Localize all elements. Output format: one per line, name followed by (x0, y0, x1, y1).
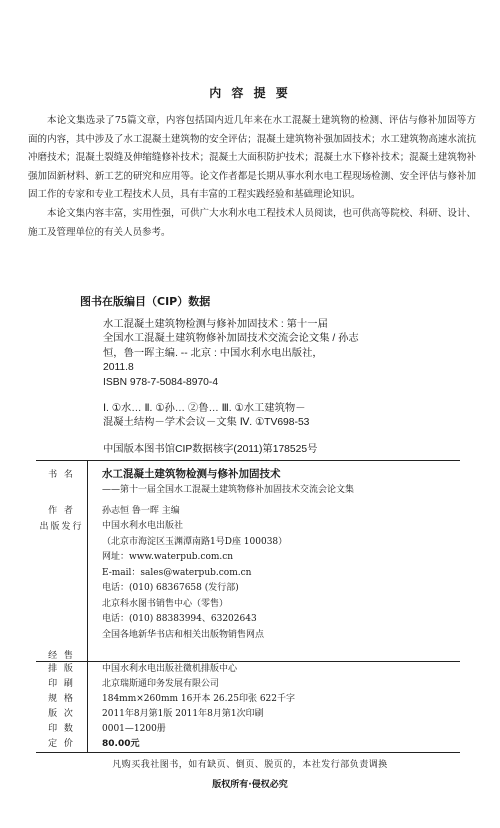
author-label: 作 者 (36, 501, 88, 519)
cip-class-line: Ⅰ. ①水… Ⅱ. ①孙… ②鲁… Ⅲ. ①水工建筑物－ (103, 403, 306, 415)
cip-isbn: ISBN 978-7-5084-8970-4 (103, 376, 219, 388)
edition-row (36, 707, 460, 722)
book-title-sub: ——第十一届全国水工混凝土建筑物修补加固技术交流会论文集 (102, 485, 355, 495)
cip-class-line: 混凝土结构－学术会议－文集 Ⅳ. ①TV698-53 (103, 417, 310, 429)
print-run-label: 印 数 (36, 722, 88, 737)
price-row (36, 737, 460, 752)
publisher-line: 电话：(010) 68367658 (发行部) (102, 583, 239, 593)
publisher-value (88, 519, 460, 597)
book-title-main: 水工混凝土建筑物检测与修补加固技术 (102, 468, 281, 480)
cip-line: 恒，鲁一晖主编. -- 北京 : 中国水利水电出版社， (103, 347, 323, 359)
cip-gap (103, 390, 403, 402)
distributor-line: 电话：(010) 88383994、63202643 (102, 614, 257, 624)
publisher-line: （北京市海淀区玉渊潭南路1号D座 100038） (102, 536, 288, 547)
cip-line: 水工混凝土建筑物检测与修补加固技术 : 第十一届 (103, 319, 328, 330)
format-value: 184mm×260mm 16开本 26.25印张 622千字 (102, 693, 296, 704)
book-title-label: 书 名 (36, 461, 88, 501)
book-title-row (36, 461, 460, 501)
copyright-notice: 版权所有·侵权必究 (212, 780, 288, 790)
typesetting-value: 中国水利水电出版社微机排版中心 (102, 663, 238, 674)
printing-row (36, 677, 460, 692)
distributor-label: 经 售 (36, 597, 88, 661)
distributor-line: 北京科水图书销售中心（零售） (102, 598, 229, 609)
print-run-value: 0001—1200册 (102, 723, 166, 734)
cip-line: 全国水工混凝土建筑物修补加固技术交流会论文集 / 孙志 (103, 333, 359, 345)
cip-number: 中国版本图书馆CIP数据核字(2011)第178525号 (103, 444, 318, 455)
summary-body (28, 112, 476, 242)
print-run-row (36, 722, 460, 737)
publisher-row (36, 519, 460, 597)
summary-paragraph-2: 本论文集内容丰富，实用性强，可供广大水利水电工程技术人员阅读，也可供高等院校、科研、设计、施工及管理单位的有关人员参考。 (28, 207, 476, 238)
edition-value: 2011年8月第1版 2011年8月第1次印刷 (102, 708, 264, 719)
edition-label: 版 次 (36, 707, 88, 722)
format-label: 规 格 (36, 692, 88, 707)
summary-paragraph-1: 本论文集选录了75篇文章，内容包括国内近几年来在水工混凝土建筑物的检测、评估与修补加固等方面的内容，其中涉及了水工混凝土建筑物的安全评估；混凝土建筑物补强加固技术；水工建筑物高速水流抗冲磨技术；混凝土裂缝及伸缩缝修补技术；混凝土大面积防护技术；混凝土水下修补技术；混凝土建筑物补强加固新材料、新工艺的研究和应用等。论文作者都是长期从事水利水电工程现场检测、安全评估与修补加固工作的专家和专业工程技术人员，具有丰富的工程实践经验和基础理论知识。 (28, 115, 476, 201)
price-value: 80.00元 (102, 738, 140, 749)
distributor-row (36, 597, 460, 661)
publisher-line: 中国水利水电出版社 (102, 521, 184, 531)
typesetting-label: 排 版 (36, 662, 88, 677)
author-value: 孙志恒 鲁一晖 主编 (102, 506, 180, 516)
summary-title: 内 容 提 要 (209, 86, 291, 100)
cip-heading: 图书在版编目（CIP）数据 (80, 295, 211, 308)
cip-record (103, 318, 403, 431)
publisher-line: 网址：www.waterpub.com.cn (102, 552, 234, 562)
publication-info-table (36, 460, 460, 753)
exchange-notice: 凡购买我社图书，如有缺页、倒页、脱页的，本社发行部负责调换 (112, 760, 388, 770)
format-row (36, 692, 460, 707)
distributor-line: 全国各地新华书店和相关出版物销售网点 (102, 629, 265, 640)
typesetting-row (36, 662, 460, 677)
price-label: 定 价 (36, 737, 88, 752)
publisher-label: 出版发行 (36, 519, 88, 597)
publisher-line: E-mail：sales@waterpub.com.cn (102, 567, 252, 578)
cip-line: 2011.8 (103, 362, 134, 374)
printing-value: 北京瑞斯通印务发展有限公司 (102, 678, 220, 689)
book-title-value (88, 461, 460, 501)
author-row (36, 501, 460, 519)
printing-label: 印 刷 (36, 677, 88, 692)
distributor-value (88, 597, 460, 661)
